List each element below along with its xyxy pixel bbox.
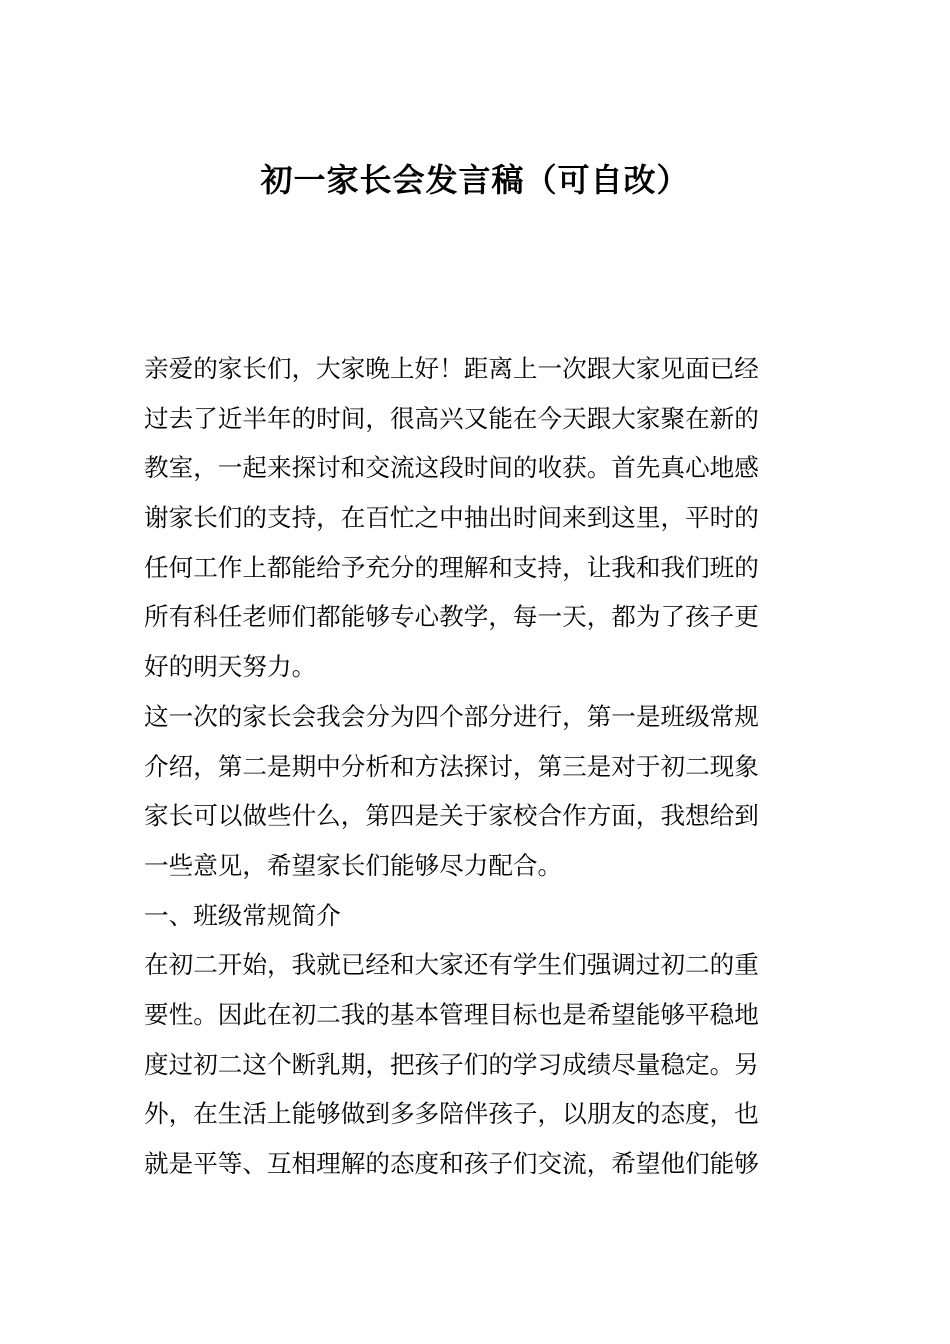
- body-line: 好的明天努力。: [144, 652, 317, 682]
- body-line: 过去了近半年的时间，很高兴又能在今天跟大家聚在新的: [144, 403, 759, 433]
- body-line: 任何工作上都能给予充分的理解和支持，让我和我们班的: [144, 552, 759, 582]
- body-line: 度过初二这个断乳期，把孩子们的学习成绩尽量稳定。另: [144, 1049, 759, 1079]
- body-line: 在初二开始，我就已经和大家还有学生们强调过初二的重: [144, 950, 759, 980]
- body-line: 这一次的家长会我会分为四个部分进行，第一是班级常规: [144, 701, 759, 731]
- body-line: 介绍，第二是期中分析和方法探讨，第三是对于初二现象: [144, 751, 759, 781]
- body-line: 家长可以做些什么，第四是关于家校合作方面，我想给到: [144, 801, 759, 831]
- body-line: 所有科任老师们都能够专心教学，每一天，都为了孩子更: [144, 602, 759, 632]
- section-heading: 一、班级常规简介: [144, 900, 341, 930]
- document-title: 初一家长会发言稿（可自改）: [260, 161, 690, 199]
- document-body: [144, 344, 808, 1189]
- body-line: 谢家长们的支持，在百忙之中抽出时间来到这里，平时的: [144, 503, 759, 533]
- body-line: 一些意见，希望家长们能够尽力配合。: [144, 850, 563, 880]
- body-line: 就是平等、互相理解的态度和孩子们交流，希望他们能够: [144, 1149, 759, 1178]
- body-line: 外，在生活上能够做到多多陪伴孩子，以朋友的态度，也: [144, 1099, 759, 1129]
- body-line: 要性。因此在初二我的基本管理目标也是希望能够平稳地: [144, 999, 759, 1029]
- body-line: 亲爱的家长们，大家晚上好！距离上一次跟大家见面已经: [144, 354, 759, 383]
- body-line: 教室，一起来探讨和交流这段时间的收获。首先真心地感: [144, 453, 759, 483]
